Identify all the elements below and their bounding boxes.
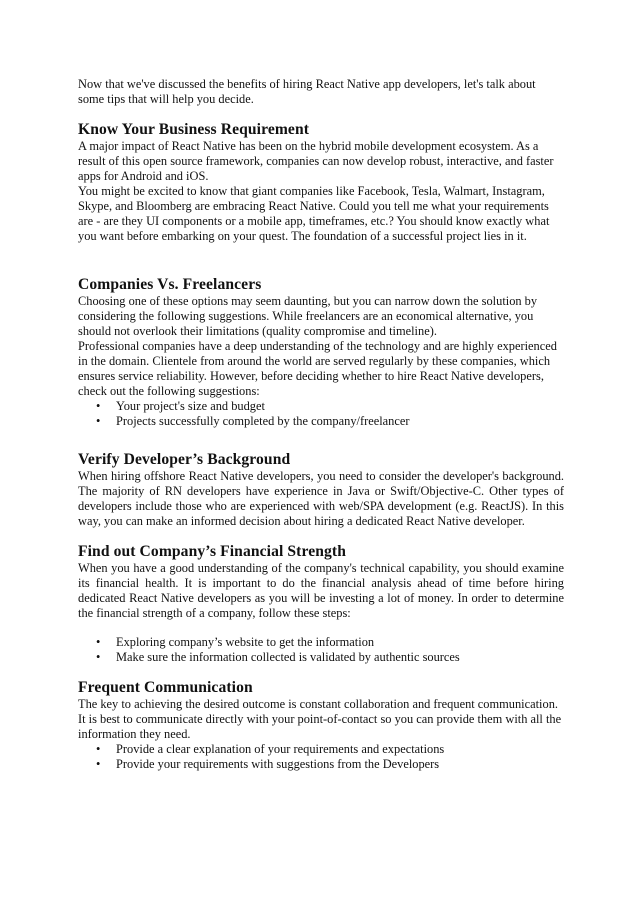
spacer [78, 621, 564, 635]
frequent-communication-section [78, 679, 564, 772]
list-item [78, 635, 564, 650]
list-item [78, 399, 564, 414]
frequent-communication-list [78, 742, 564, 772]
know-business-section [78, 121, 564, 244]
list-item-text: Projects successfully completed by the company/freelancer [116, 414, 410, 428]
intro-section [78, 77, 564, 107]
list-item-text: Your project's size and budget [116, 399, 265, 413]
bullet-icon: • [96, 650, 101, 664]
financial-strength-list [78, 635, 564, 665]
companies-vs-freelancers-heading: Companies Vs. Freelancers [78, 276, 262, 293]
list-item [78, 742, 564, 757]
companies-vs-freelancers-paragraph-1: Choosing one of these options may seem daunting, but you can narrow down the solution by considering the following suggestions. While freelancers are an economical alternative, you should not overlook their limitations (quality compromise and timeline). [78, 294, 538, 338]
frequent-communication-paragraph: The key to achieving the desired outcome is constant collaboration and frequent communication. It is best to communicate directly with your point-of-contact so you can provide them with all the information they need. [78, 697, 562, 741]
list-item-text: Exploring company’s website to get the information [116, 635, 375, 649]
bullet-icon: • [96, 742, 101, 756]
verify-background-section [78, 451, 564, 529]
verify-background-paragraph: When hiring offshore React Native developers, you need to consider the developer's background. The majority of RN developers have experience in Java or Swift/Objective-C. Other types of developers include those who are experienced with web/SPA development (e.g. ReactJS). In this way, you can make an informed decision about hiring a dedicated React Native developer. [78, 469, 564, 528]
list-item [78, 414, 564, 429]
list-item [78, 757, 564, 772]
bullet-icon: • [96, 635, 101, 649]
bullet-icon: • [96, 414, 101, 428]
frequent-communication-heading: Frequent Communication [78, 679, 253, 696]
list-item-text: Make sure the information collected is validated by authentic sources [116, 650, 460, 664]
know-business-heading: Know Your Business Requirement [78, 121, 310, 138]
intro-paragraph: Now that we've discussed the benefits of hiring React Native app developers, let's talk about some tips that will help you decide. [78, 77, 536, 106]
financial-strength-heading: Find out Company’s Financial Strength [78, 543, 346, 560]
financial-strength-section [78, 543, 564, 665]
verify-background-heading: Verify Developer’s Background [78, 451, 291, 468]
document-page [78, 77, 564, 772]
bullet-icon: • [96, 757, 101, 771]
list-item-text: Provide your requirements with suggestions from the Developers [116, 757, 440, 771]
companies-vs-freelancers-section [78, 276, 564, 429]
list-item [78, 650, 564, 665]
bullet-icon: • [96, 399, 101, 413]
financial-strength-paragraph: When you have a good understanding of the company's technical capability, you should examine its financial health. It is important to do the financial analysis ahead of time before hiring dedicated React Native developers as you will be investing a lot of money. In order to determine the financial strength of a company, follow these steps: [78, 561, 564, 620]
know-business-paragraph-2: You might be excited to know that giant companies like Facebook, Tesla, Walmart, Instagram, Skype, and Bloomberg are embracing React Native. Could you tell me what your requirements are - are they UI components or a mobile app, timeframes, etc.? You should know exactly what you want before embarking on your quest. The foundation of a successful project lies in it. [78, 184, 550, 243]
companies-vs-freelancers-list [78, 399, 564, 429]
know-business-paragraph-1: A major impact of React Native has been on the hybrid mobile development ecosystem. As a result of this open source framework, companies can now develop robust, interactive, and faster apps for Android and iOS. [78, 139, 554, 183]
list-item-text: Provide a clear explanation of your requirements and expectations [116, 742, 445, 756]
companies-vs-freelancers-paragraph-2: Professional companies have a deep understanding of the technology and are highly experienced in the domain. Clientele from around the world are served regularly by these companies, which ensures service reliability. However, before deciding whether to hire React Native developers, check out the following suggestions: [78, 339, 557, 398]
